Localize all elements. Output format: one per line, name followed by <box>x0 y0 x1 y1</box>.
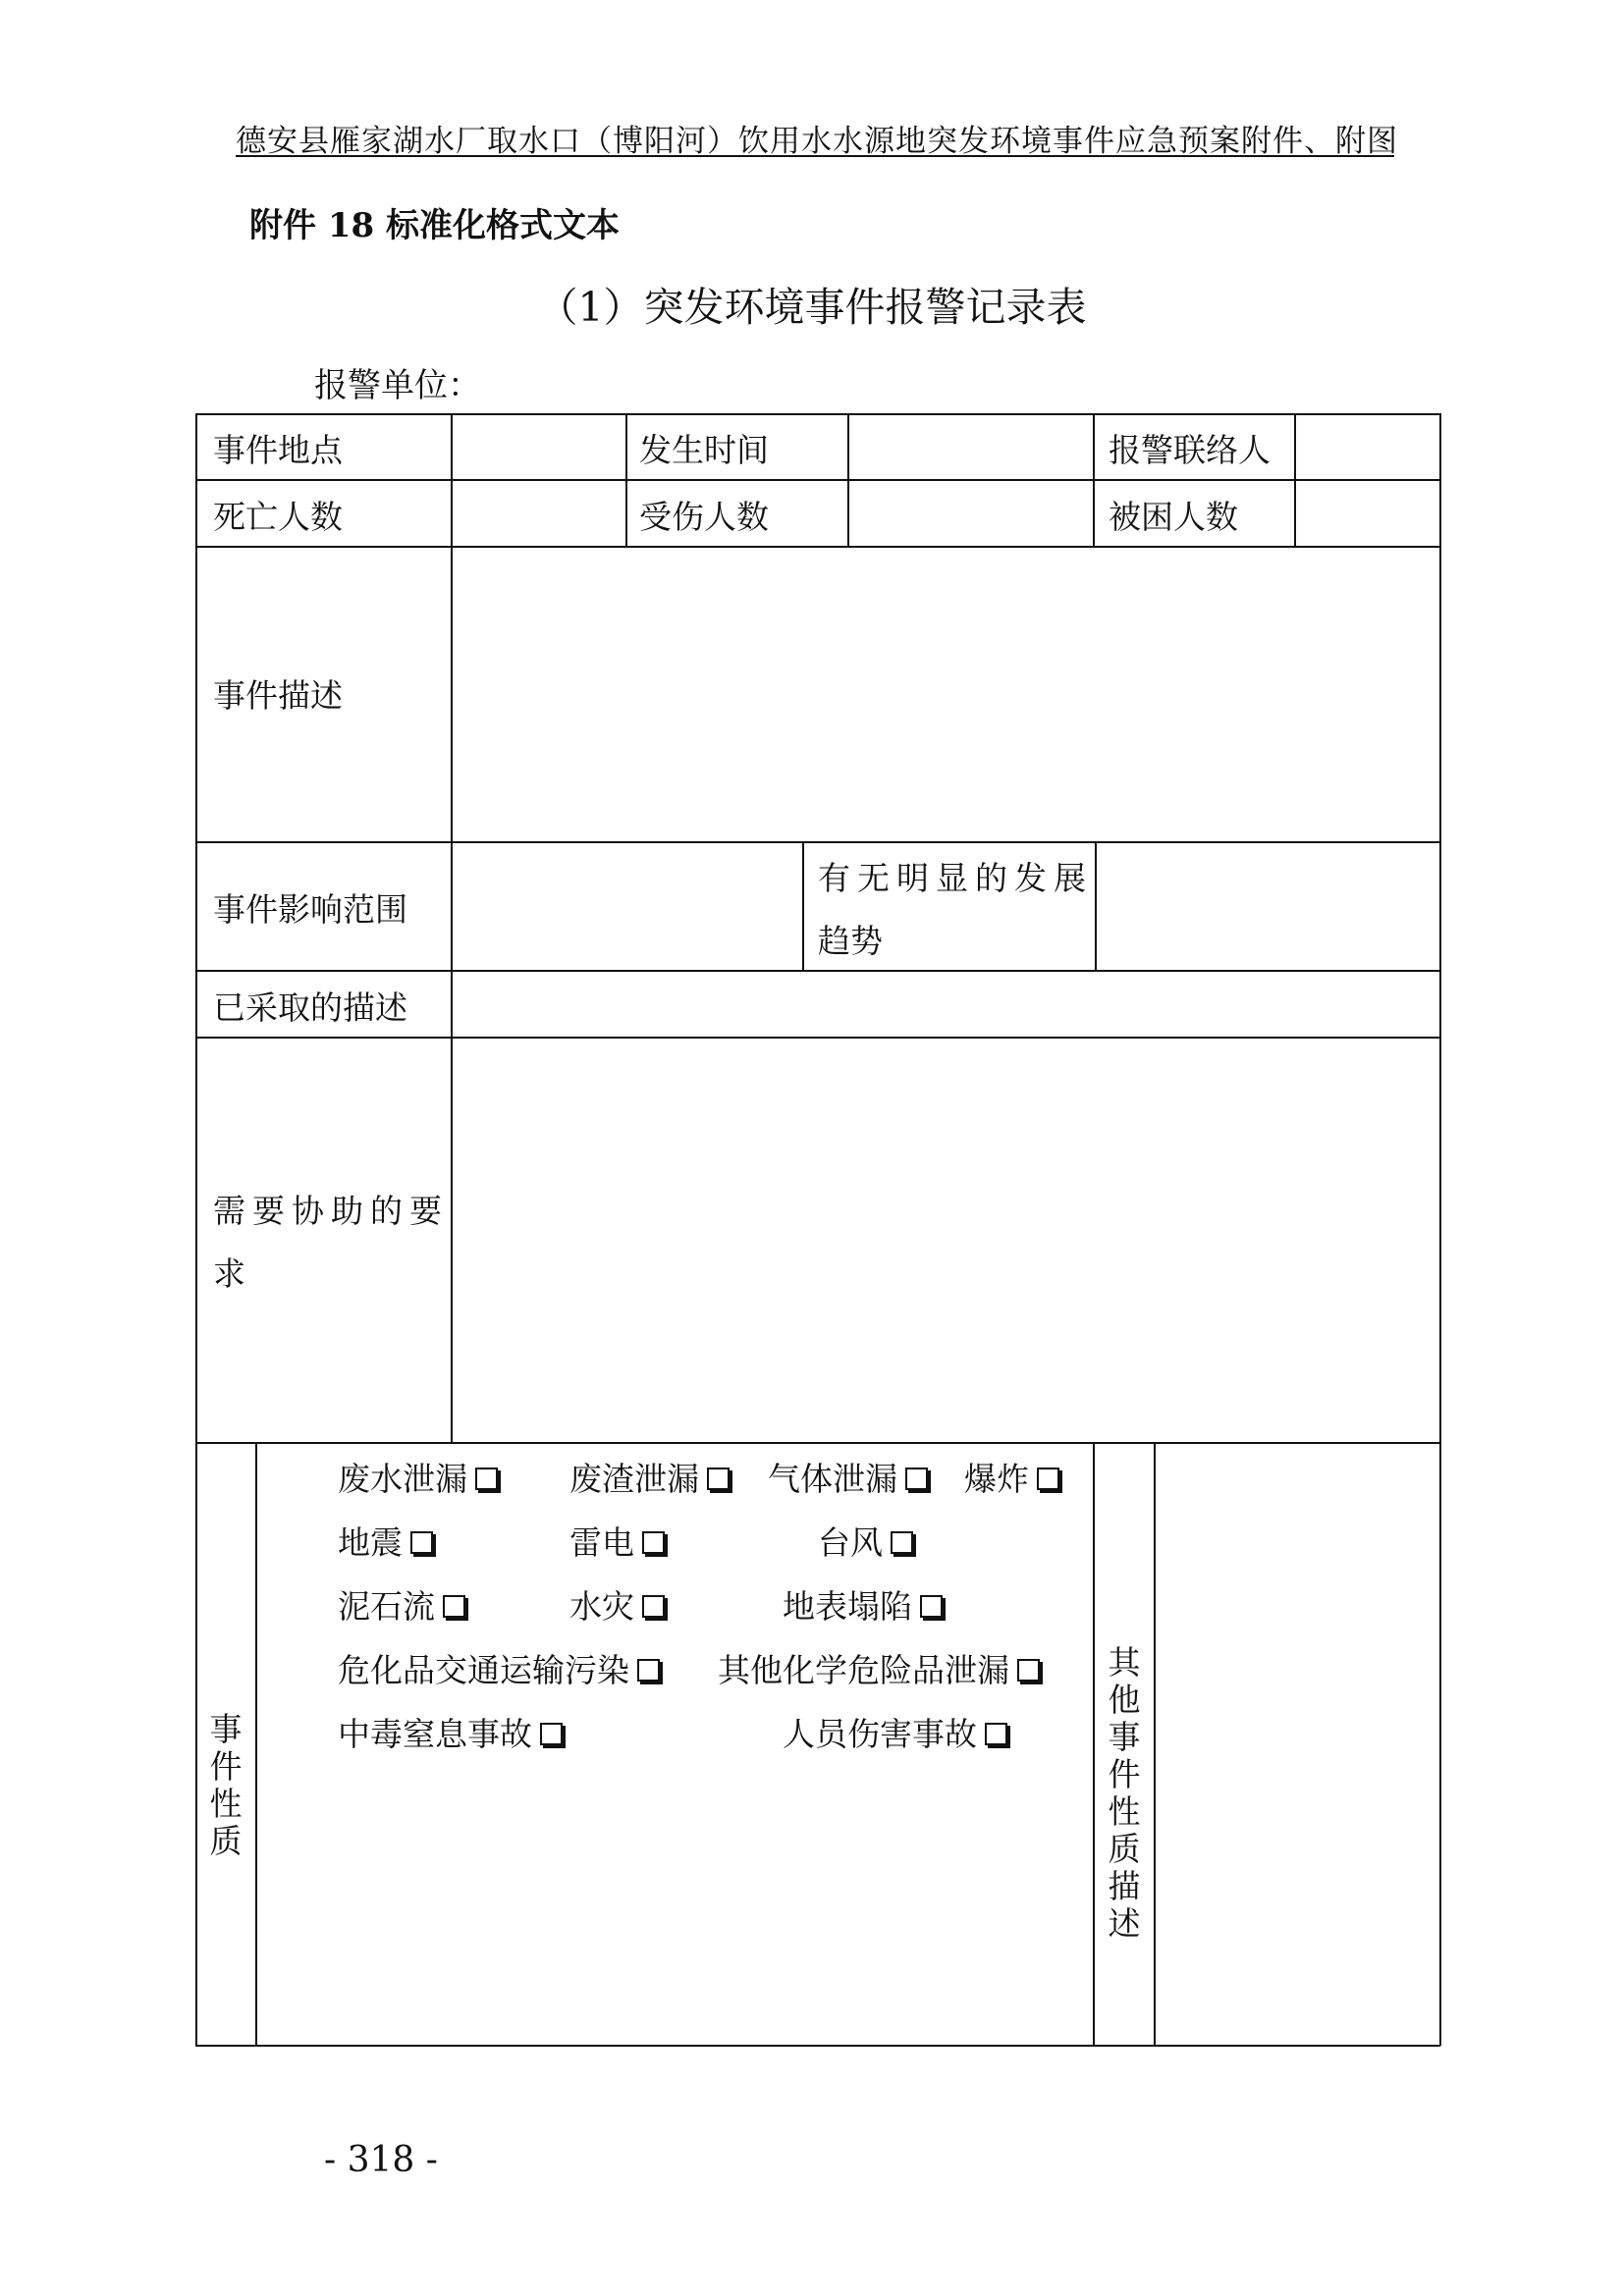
table-col-divider <box>802 841 804 970</box>
checkbox[interactable] <box>920 1595 943 1618</box>
option-label: 气体泄漏 <box>768 1460 897 1498</box>
option-gas-leak[interactable] <box>768 1454 928 1500</box>
label-event-nature: 事件性质 <box>209 1710 243 1860</box>
label-trapped-count: 被困人数 <box>1109 498 1238 536</box>
option-label: 水灾 <box>569 1587 634 1626</box>
option-waste-residue-leak[interactable] <box>569 1454 730 1500</box>
option-debris-flow[interactable] <box>338 1581 465 1628</box>
checkbox[interactable] <box>891 1531 913 1554</box>
checkbox[interactable] <box>475 1468 498 1490</box>
checkbox[interactable] <box>985 1723 1007 1745</box>
option-label: 危化品交通运输污染 <box>338 1651 629 1689</box>
alarm-record-table <box>195 413 1440 2046</box>
table-border-bottom <box>195 2045 1440 2047</box>
table-row-divider <box>195 841 1440 843</box>
option-typhoon[interactable] <box>818 1518 913 1564</box>
option-label: 其他化学危险品泄漏 <box>718 1651 1009 1689</box>
option-label: 台风 <box>818 1523 883 1562</box>
table-row-divider <box>195 970 1440 972</box>
table-row-divider <box>195 1442 1440 1444</box>
header-rule <box>236 155 1394 157</box>
label-other-nature-description: 其他事件性质描述 <box>1108 1643 1141 1943</box>
table-col-divider <box>625 413 627 546</box>
table-row-divider <box>195 546 1440 548</box>
label-event-description: 事件描述 <box>213 676 343 715</box>
checkbox[interactable] <box>642 1595 665 1618</box>
label-alarm-contact: 报警联络人 <box>1109 431 1271 469</box>
table-col-divider <box>1154 1442 1156 2046</box>
table-border-right <box>1439 413 1441 2046</box>
table-col-divider <box>451 413 453 1442</box>
option-explosion[interactable] <box>964 1454 1059 1500</box>
label-occurrence-time: 发生时间 <box>639 431 769 469</box>
option-other-chemical-leak[interactable] <box>718 1645 1040 1691</box>
table-row-divider <box>195 1037 1440 1039</box>
option-personal-injury[interactable] <box>783 1709 1007 1755</box>
option-poisoning-asphyxiation[interactable] <box>338 1709 563 1755</box>
table-col-divider <box>847 413 849 546</box>
checkbox[interactable] <box>905 1468 928 1490</box>
option-label: 泥石流 <box>338 1587 435 1626</box>
option-label: 雷电 <box>569 1523 634 1562</box>
option-hazmat-transport-pollution[interactable] <box>338 1645 660 1691</box>
option-lightning[interactable] <box>569 1518 665 1564</box>
table-col-divider <box>1095 841 1097 970</box>
label-impact-range: 事件影响范围 <box>213 890 407 929</box>
option-label: 人员伤害事故 <box>783 1715 977 1753</box>
checkbox[interactable] <box>637 1659 660 1682</box>
label-trend-line2: 趋势 <box>818 922 883 960</box>
checkbox[interactable] <box>642 1531 665 1554</box>
label-injured-count: 受伤人数 <box>639 498 769 536</box>
option-label: 地表塌陷 <box>783 1587 912 1626</box>
checkbox[interactable] <box>1037 1468 1059 1490</box>
label-event-location: 事件地点 <box>213 431 343 469</box>
section-title: 附件 18 标准化格式文本 <box>249 206 620 245</box>
checkbox[interactable] <box>1017 1659 1040 1682</box>
label-measures-taken: 已采取的描述 <box>213 988 407 1027</box>
option-label: 地震 <box>338 1523 403 1562</box>
option-label: 废水泄漏 <box>338 1460 467 1498</box>
table-border-left <box>195 413 197 2046</box>
reporting-unit-label: 报警单位： <box>314 366 481 405</box>
option-wastewater-leak[interactable] <box>338 1454 498 1500</box>
running-header: 德安县雁家湖水厂取水口（博阳河）饮用水水源地突发环境事件应急预案附件、附图 <box>236 124 1398 159</box>
label-trend-line1: 有无明显的发展 <box>818 859 1093 897</box>
option-ground-subsidence[interactable] <box>783 1581 943 1628</box>
table-border-top <box>195 413 1440 415</box>
page-number: - 318 - <box>324 2140 438 2180</box>
table-col-divider <box>1294 413 1296 546</box>
checkbox[interactable] <box>707 1468 730 1490</box>
checkbox[interactable] <box>410 1531 433 1554</box>
option-earthquake[interactable] <box>338 1518 433 1564</box>
option-label: 中毒窒息事故 <box>338 1715 532 1753</box>
checkbox[interactable] <box>443 1595 465 1618</box>
label-assistance-line1: 需要协助的要 <box>213 1192 449 1230</box>
option-flood[interactable] <box>569 1581 665 1628</box>
label-assistance-line2: 求 <box>213 1255 245 1293</box>
table-col-divider <box>255 1442 257 2046</box>
table-row-divider <box>195 479 1440 481</box>
form-title: （1）突发环境事件报警记录表 <box>537 284 1087 331</box>
option-label: 爆炸 <box>964 1460 1029 1498</box>
label-death-count: 死亡人数 <box>213 498 343 536</box>
option-label: 废渣泄漏 <box>569 1460 699 1498</box>
checkbox[interactable] <box>540 1723 563 1745</box>
table-col-divider <box>1093 1442 1095 2046</box>
table-col-divider <box>1093 413 1095 546</box>
